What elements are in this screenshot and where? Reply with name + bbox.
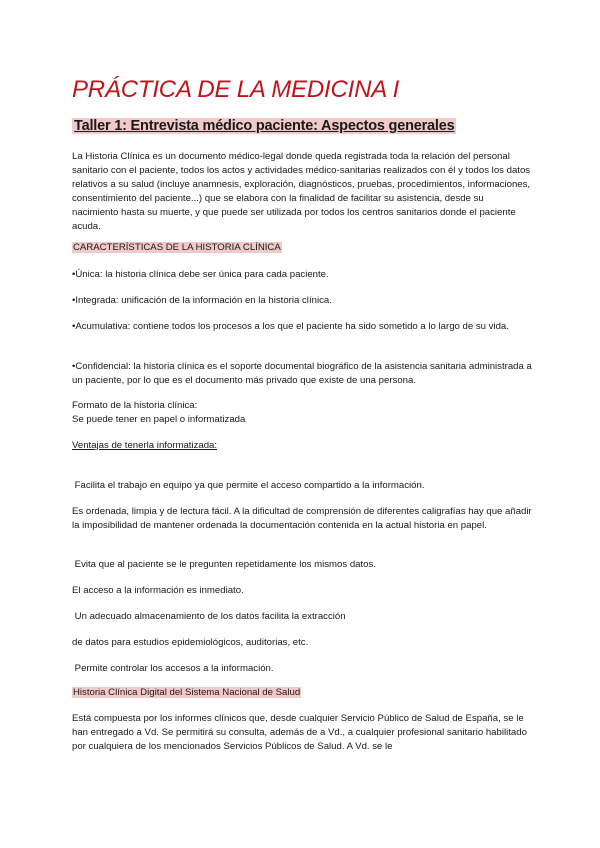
characteristics-heading-text: CARACTERÍSTICAS DE LA HISTORIA CLÍNICA bbox=[73, 242, 281, 253]
characteristic-item: •Única: la historia clínica debe ser única para cada paciente. bbox=[72, 269, 329, 280]
advantage-item: El acceso a la información es inmediato. bbox=[72, 585, 244, 596]
advantage-item: de datos para estudios epidemiológicos, auditorias, etc. bbox=[72, 637, 309, 648]
advantage-item: Facilita el trabajo en equipo ya que permite el acceso compartido a la información. bbox=[72, 480, 425, 491]
page-title: PRÁCTICA DE LA MEDICINA I bbox=[72, 76, 400, 103]
advantage-item: Un adecuado almacenamiento de los datos facilita la extracción bbox=[72, 611, 346, 622]
format-label: Formato de la historia clínica: bbox=[72, 400, 198, 411]
section-subtitle: Taller 1: Entrevista médico paciente: Aspectos generales bbox=[74, 118, 455, 134]
characteristics-heading bbox=[72, 241, 532, 255]
advantage-item: Permite controlar los accesos a la información. bbox=[72, 663, 274, 674]
characteristic-item: •Confidencial: la historia clínica es el soporte documental biográfico de la asistencia sanitaria administrada a un paciente, por lo que es el documento más privado que existe de una persona. bbox=[72, 361, 532, 386]
characteristic-item: •Acumulativa: contiene todos los procesos a los que el paciente ha sido sometido a lo largo de su vida. bbox=[72, 321, 509, 332]
digital-heading bbox=[72, 686, 532, 700]
format-text: Se puede tener en papel o informatizada bbox=[72, 414, 246, 425]
characteristic-item: •Integrada: unificación de la información en la historia clínica. bbox=[72, 295, 332, 306]
intro-paragraph: La Historia Clínica es un documento médico-legal donde queda registrada toda la relación del personal sanitario con el paciente, todos los actos y actividades médico-sanitarias realizados con él y todos los datos relativos a su salud (incluye anamnesis, exploración, diagnósticos, pruebas, procedimientos, informaciones, consentimiento del paciente...) que se elabora con la finalidad de facilitar su asistencia, desde su nacimiento hasta su muerte, y que puede ser utilizada por todos los centros sanitarios donde el paciente acuda. bbox=[72, 151, 531, 232]
advantages-heading: Ventajas de tenerla informatizada: bbox=[72, 440, 218, 451]
digital-heading-text: Historia Clínica Digital del Sistema Nacional de Salud bbox=[73, 687, 301, 698]
advantage-item: Es ordenada, limpia y de lectura fácil. A la dificultad de comprensión de diferentes caligrafías hay que añadir la imposibilidad de mantener ordenada la documentación contenida en la actual historia en papel. bbox=[72, 506, 532, 531]
digital-paragraph: Está compuesta por los informes clínicos que, desde cualquier Servicio Público de Salud de España, se le han entregado a Vd. Se permitirá su consulta, además de a Vd., a cualquier profesional sanitario habilitado por cualquiera de los mencionados Servicios Públicos de Salud. A Vd. se le bbox=[72, 713, 527, 752]
advantage-item: Evita que al paciente se le pregunten repetidamente los mismos datos. bbox=[72, 559, 376, 570]
